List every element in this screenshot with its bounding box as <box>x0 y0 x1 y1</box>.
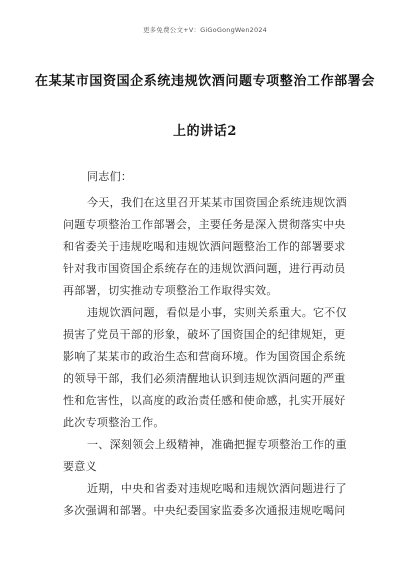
body-line: 影响了某某市的政治生态和营商环境。作为国资国企系统 <box>63 350 346 363</box>
body-line: 再部署，切实推动专项整治工作取得实效。 <box>63 284 278 297</box>
body-line: 的领导干部，我们必须清醒地认识到违规饮酒问题的严重 <box>63 372 346 385</box>
section-heading: 一、深刻领会上级精神，准确把握专项整治工作的重 <box>87 438 347 451</box>
body-line: 近期，中央和省委对违规吃喝和违规饮酒问题进行了 <box>87 482 347 495</box>
body-line: 违规饮酒问题，看似是小事，实则关系重大。它不仅 <box>87 306 347 319</box>
document-title-continued: 上的讲话2 <box>172 124 238 139</box>
salutation: 同志们： <box>87 170 133 183</box>
body-line: 针对我市国资国企系统存在的违规饮酒问题，进行再动员 <box>63 262 346 275</box>
body-line: 今天，我们在这里召开某某市国资国企系统违规饮酒 <box>87 196 347 209</box>
body-line: 问题专项整治工作部署会，主要任务是深入贯彻落实中央 <box>63 218 346 231</box>
body-line: 此次专项整治工作。 <box>63 416 165 429</box>
body-line: 性和危害性，以高度的政治责任感和使命感，扎实开展好 <box>63 394 346 407</box>
body-line: 和省委关于违规吃喝和违规饮酒问题整治工作的部署要求 <box>63 240 346 253</box>
document-title: 在某某市国资国企系统违规饮酒问题专项整治工作部署会 <box>34 74 375 89</box>
section-heading-continued: 要意义 <box>63 460 97 473</box>
body-line: 损害了党员干部的形象，破坏了国资国企的纪律规矩，更 <box>63 328 346 341</box>
watermark-text: 更多免费公文+V：GiGoGongWen2024 <box>142 26 267 34</box>
body-line: 多次强调和部署。中央纪委国家监委多次通报违规吃喝问 <box>63 504 346 517</box>
